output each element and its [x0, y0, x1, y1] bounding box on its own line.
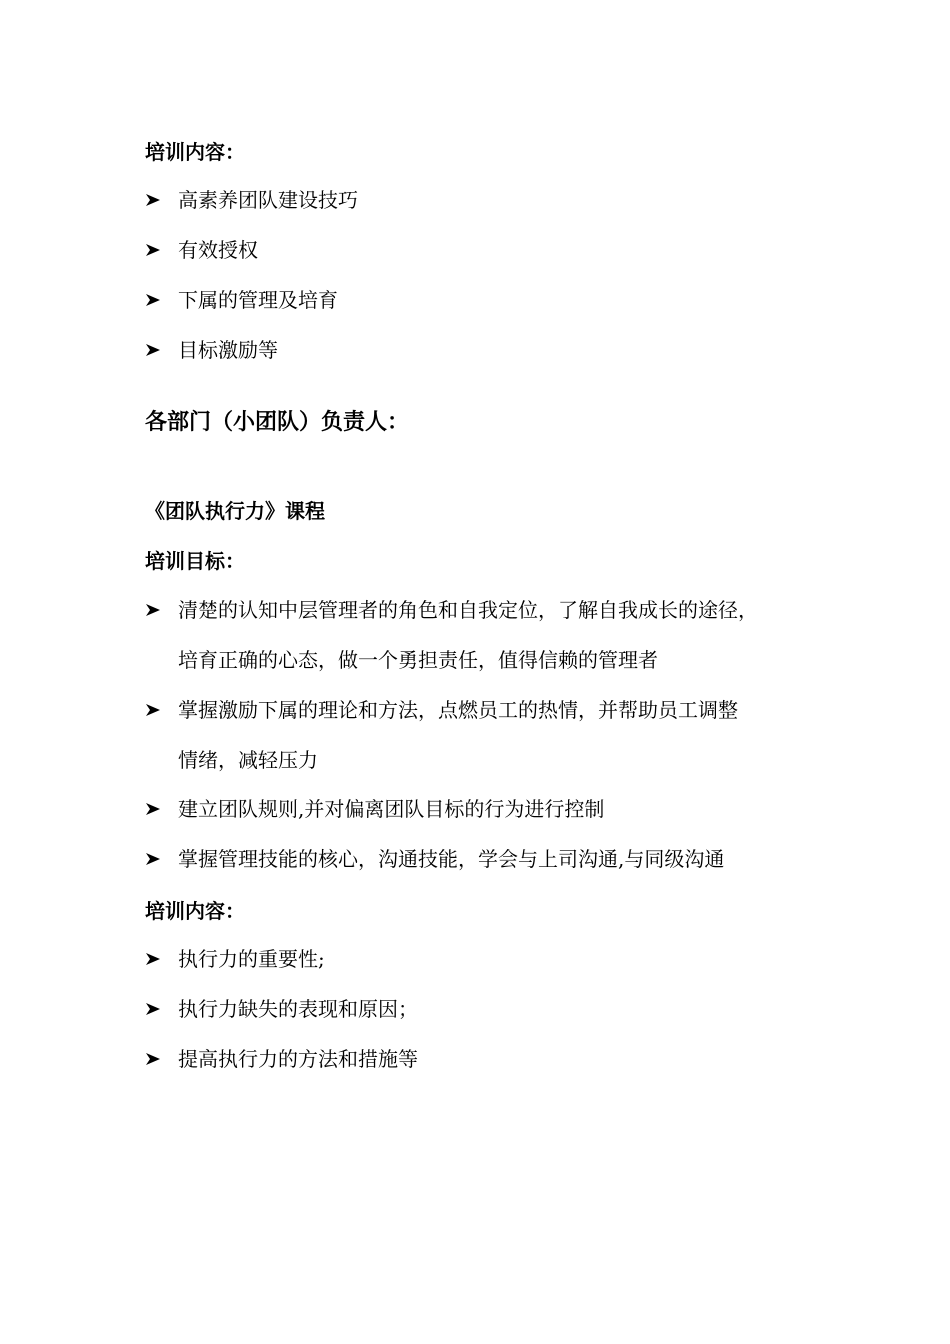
- list-item-text-continued: 情绪，减轻压力: [178, 748, 318, 772]
- arrowhead-bullet-icon: [145, 846, 165, 872]
- course-title: 《团队执行力》课程: [145, 499, 325, 523]
- list-item-text: 建立团队规则,并对偏离团队目标的行为进行控制: [178, 797, 605, 821]
- arrowhead-bullet-icon: [145, 946, 165, 972]
- arrowhead-bullet-icon: [145, 187, 165, 213]
- list-item-text: 掌握管理技能的核心，沟通技能，学会与上司沟通,与同级沟通: [178, 847, 725, 871]
- list-item-text: 执行力的重要性;: [178, 947, 325, 971]
- list-item-text: 有效授权: [178, 238, 258, 262]
- arrowhead-bullet-icon: [145, 1046, 165, 1072]
- list-item-text: 高素养团队建设技巧: [178, 188, 358, 212]
- arrowhead-bullet-icon: [145, 796, 165, 822]
- list-item-text: 提高执行力的方法和措施等: [178, 1047, 418, 1071]
- list-item-text: 掌握激励下属的理论和方法，点燃员工的热情，并帮助员工调整: [178, 698, 738, 722]
- section-heading-training-content-2: 培训内容：: [145, 899, 245, 923]
- section-heading-training-goals: 培训目标：: [145, 549, 245, 573]
- section-heading-training-content: 培训内容：: [145, 140, 245, 164]
- arrowhead-bullet-icon: [145, 337, 165, 363]
- list-item-text: 清楚的认知中层管理者的角色和自我定位，了解自我成长的途径，: [178, 598, 758, 622]
- arrowhead-bullet-icon: [145, 597, 165, 623]
- section-heading-department-leaders: 各部门（小团队）负责人：: [145, 409, 410, 435]
- list-item-text-continued: 培育正确的心态，做一个勇担责任，值得信赖的管理者: [178, 648, 658, 672]
- arrowhead-bullet-icon: [145, 996, 165, 1022]
- list-item-text: 下属的管理及培育: [178, 288, 338, 312]
- list-item-text: 目标激励等: [178, 338, 278, 362]
- list-item-text: 执行力缺失的表现和原因；: [178, 997, 418, 1021]
- arrowhead-bullet-icon: [145, 697, 165, 723]
- arrowhead-bullet-icon: [145, 237, 165, 263]
- arrowhead-bullet-icon: [145, 287, 165, 313]
